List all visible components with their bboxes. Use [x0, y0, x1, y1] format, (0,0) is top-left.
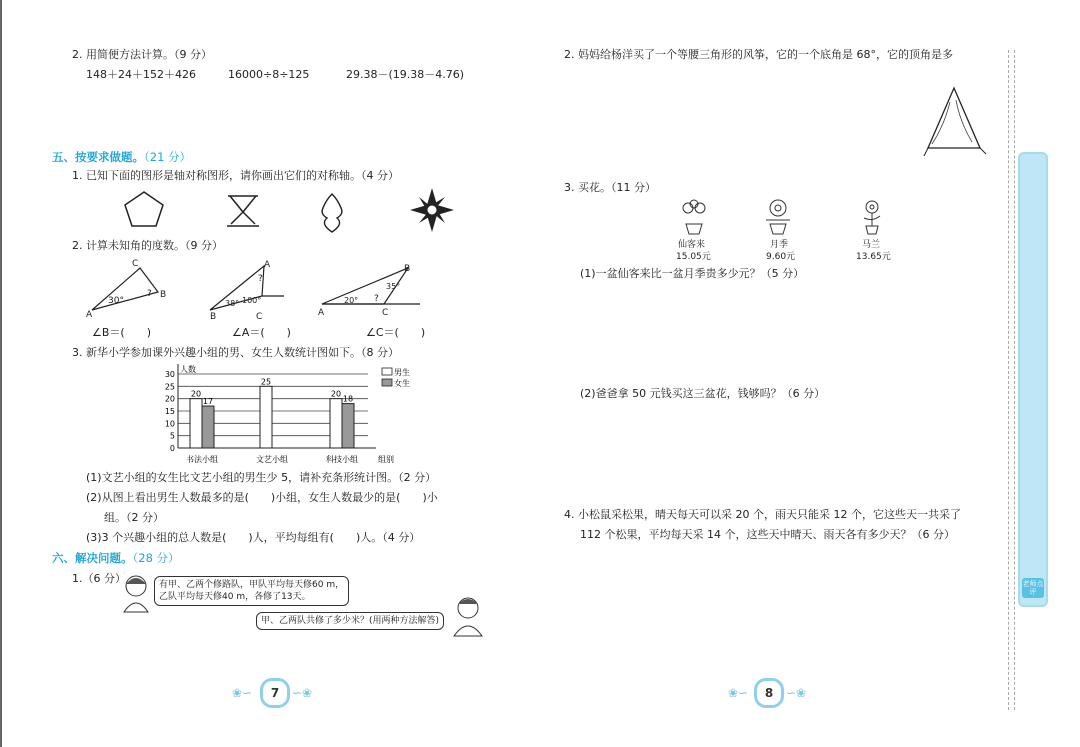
vine-decoration-icon: ❀∽: [232, 686, 253, 700]
tri3-angle-1: 20°: [344, 296, 359, 305]
tri1-angle: 30°: [108, 296, 124, 306]
flower-name-3: 马兰: [862, 240, 881, 250]
s5-q3-sub3: (3)3 个兴趣小组的总人数是( )人，平均每组有( )人。（4 分）: [86, 531, 421, 544]
tri2-label-c: C: [256, 312, 263, 322]
legend-swatch: [382, 368, 392, 375]
flower-pot-icon: [676, 198, 712, 236]
flower-price-3: 13.65元: [856, 252, 891, 262]
vine-decoration-icon: ∽❀: [292, 686, 313, 700]
tri2-label-a: A: [264, 260, 271, 270]
category-label: 科技小组: [326, 455, 358, 464]
q4-2-title: 2. 用简便方法计算。（9 分）: [72, 48, 212, 61]
data-label: 20: [190, 389, 202, 399]
vase-shape: [322, 194, 342, 232]
r-q2: 2. 妈妈给杨洋买了一个等腰三角形的风筝，它的一个底角是 68°，它的顶角是多: [564, 48, 953, 61]
vine-decoration-icon: ∽❀: [786, 686, 807, 700]
bar-男生: [260, 386, 272, 448]
y-tick-label: 30: [164, 370, 175, 379]
y-tick-label: 15: [164, 407, 175, 416]
vine-decoration-icon: ❀∽: [728, 686, 749, 700]
data-label: 18: [342, 394, 354, 404]
speech-bubble-2: 甲、乙两队共修了多少米？(用两种方法解答): [256, 612, 444, 630]
expr-3: 29.38－(19.38－4.76): [346, 68, 465, 81]
teacher-comment-label: 老师点评: [1022, 580, 1044, 596]
s5-q3: 3. 新华小学参加课外兴趣小组的男、女生人数统计图如下。（8 分）: [72, 346, 399, 359]
tri3-answer: ∠C＝( ): [366, 326, 426, 339]
y-tick-label: 5: [169, 431, 175, 441]
tri3-angle-2: 35°: [386, 282, 401, 291]
tri1-label-a: A: [86, 310, 93, 320]
category-label: 书法小组: [186, 455, 218, 464]
legend-swatch: [382, 379, 392, 386]
page-number-8: 8: [754, 678, 784, 708]
pentagon-shape: [125, 192, 163, 226]
tri1-label-c: C: [132, 259, 139, 269]
tri1-answer: ∠B＝( ): [92, 326, 151, 339]
y-tick-label: 25: [164, 382, 175, 392]
data-label: 17: [202, 397, 214, 407]
tri1-label-b: B: [160, 290, 167, 300]
r-q3-sub1: (1)一盆仙客来比一盆月季贵多少元？（5 分）: [580, 267, 805, 280]
r-q3-sub2: (2)爸爸拿 50 元钱买这三盆花，钱够吗？（6 分）: [580, 387, 826, 400]
section-6-title: 六、解决问题。（28 分）: [52, 551, 180, 565]
arrow-pattern-shape: [227, 196, 259, 226]
right-page: [540, 0, 1080, 747]
binding-line: [1014, 50, 1016, 710]
kite-triangle-icon: [922, 82, 992, 158]
bar-女生: [342, 404, 354, 448]
s6-q1: 1.（6 分）: [72, 572, 126, 585]
s5-q1: 1. 已知下面的图形是轴对称图形，请你画出它们的对称轴。（4 分）: [72, 169, 399, 182]
bar-女生: [202, 406, 214, 448]
s5-q2: 2. 计算未知角的度数。（9 分）: [72, 239, 223, 252]
page-edge: [0, 0, 2, 747]
bar-chart: [150, 362, 410, 468]
x-axis-label: 组别: [378, 455, 394, 464]
tri3-label-a: A: [318, 308, 325, 318]
speech-bubble-1: 有甲、乙两个修路队，甲队平均每天修60 m， 乙队平均每天修40 m，各修了13天。: [154, 576, 349, 606]
symmetric-shapes: [120, 188, 480, 236]
data-label: 25: [260, 377, 272, 387]
flower-pot-icon: [760, 198, 796, 236]
legend-label: 女生: [394, 379, 410, 388]
flower-pot-icon: [854, 198, 890, 236]
s5-q3-sub1: (1)文艺小组的女生比文艺小组的男生少 5，请补充条形统计图。（2 分）: [86, 471, 437, 484]
tri2-label-b: B: [210, 312, 217, 322]
y-tick-label: 10: [164, 419, 175, 429]
binding-line: [1008, 50, 1010, 710]
bar-男生: [190, 399, 202, 448]
section-5-title: 五、按要求做题。（21 分）: [52, 150, 192, 164]
r-q4-line2: 112 个松果，平均每天采 14 个，这些天中晴天、雨天各有多少天？（6 分）: [580, 528, 955, 541]
tri2-unknown: ?: [258, 274, 263, 284]
boy-figure-icon: [448, 594, 488, 638]
flower-price-1: 15.05元: [676, 252, 711, 262]
expr-1: 148＋24＋152＋426: [86, 68, 196, 81]
y-tick-label: 0: [169, 444, 175, 453]
y-tick-label: 20: [164, 394, 175, 404]
page-number-7: 7: [260, 678, 290, 708]
bar-男生: [330, 399, 342, 448]
tri1-unknown: ?: [147, 289, 152, 299]
category-label: 文艺小组: [256, 455, 288, 464]
r-q4-line1: 4. 小松鼠采松果，晴天每天可以采 20 个，雨天只能采 12 个，它这些天一共采了: [564, 508, 961, 521]
legend-label: 男生: [394, 368, 410, 377]
tri3-label-b: B: [404, 264, 411, 274]
s5-q3-sub2b: 组。（2 分）: [104, 511, 164, 524]
tri2-angle-2: 100°: [242, 296, 262, 305]
side-tab: [1018, 152, 1048, 607]
tri2-answer: ∠A＝( ): [232, 326, 291, 339]
r-q3: 3. 买花。（11 分）: [564, 181, 656, 194]
compass-star-shape: [410, 188, 454, 232]
tri3-label-c: C: [382, 308, 389, 318]
tri3-unknown: ?: [374, 294, 379, 304]
s5-q3-sub2a: (2)从图上看出男生人数最多的是( )小组，女生人数最少的是( )小: [86, 491, 438, 504]
data-label: 20: [330, 389, 342, 399]
flower-name-1: 仙客来: [678, 240, 706, 250]
tri2-angle-1: 38°: [225, 299, 240, 308]
flower-price-2: 9.60元: [766, 252, 796, 262]
flower-name-2: 月季: [770, 240, 789, 250]
expr-2: 16000÷8÷125: [228, 68, 310, 81]
y-axis-label: 人数: [180, 365, 196, 374]
